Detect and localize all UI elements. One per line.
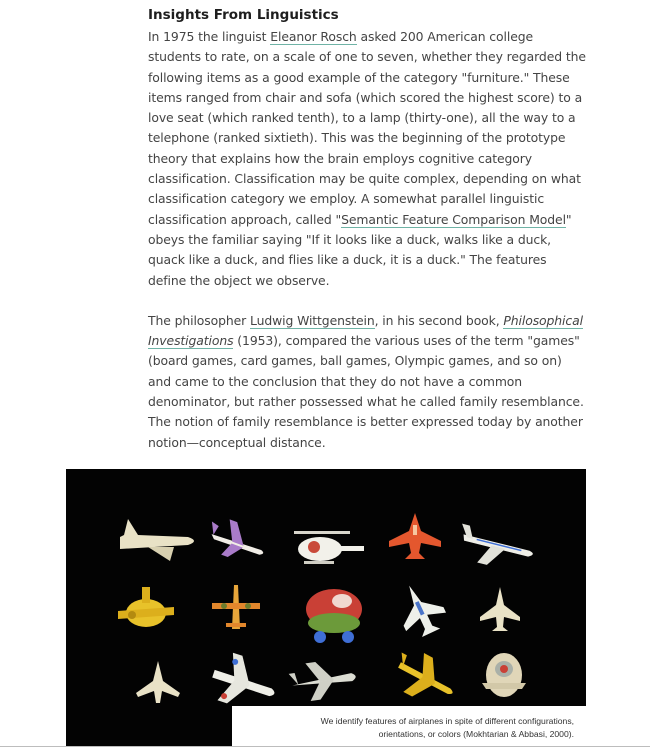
paragraph-text: " obeys the familiar saying "If it looks like a duck, walks like a duck, quack like a duck, and flies like a duck, it is a duck." The features define the object we observe.	[148, 211, 572, 288]
red-cartoon-plane-toy	[306, 589, 362, 643]
figure-caption	[234, 715, 574, 741]
caption-box	[232, 706, 586, 748]
grey-fighter-toy	[288, 657, 359, 704]
round-airship-toy	[482, 653, 526, 697]
helicopter-toy	[294, 531, 364, 564]
paragraph-text: , in his second book,	[374, 312, 504, 328]
paragraph-rosch	[148, 27, 588, 291]
paragraph-text: The philosopher	[148, 312, 250, 328]
article	[148, 6, 588, 453]
orange-fighter-toy	[389, 513, 441, 559]
airliner-toy	[454, 524, 536, 575]
cream-jet-toy	[480, 587, 520, 631]
section-heading: Insights From Linguistics	[148, 7, 339, 23]
purple-jet-toy	[202, 514, 270, 568]
caption-line: orientations, or colors (Mokhtarian & Abbasi, 2000).	[378, 729, 574, 739]
orange-warplane-toy	[212, 585, 260, 629]
white-fighter-jet-toy	[389, 576, 451, 642]
paragraph-text: (1953), compared the various uses of the term "games" (board games, card games, ball games, Olympic games, and so on) and came to the conclusion that they do not have a common denominator, but rather possessed what he called family resemblance. The notion of family resemblance is better expressed today by another notion—conceptual distance.	[148, 333, 584, 450]
yellow-jet-toy	[386, 644, 463, 713]
link-semantic-feature-model[interactable]: Semantic Feature Comparison Model	[341, 211, 566, 227]
yellow-prop-plane-toy	[118, 587, 174, 627]
link-ludwig-wittgenstein[interactable]: Ludwig Wittgenstein	[249, 312, 375, 328]
link-philosophical-investigations[interactable]: Philosophical Investigations	[148, 312, 583, 349]
paragraph-wittgenstein	[148, 311, 588, 453]
cream-delta-jet-toy	[136, 661, 180, 703]
caption-line: We identify features of airplanes in spite of different configurations,	[320, 716, 574, 726]
page-divider	[0, 746, 650, 747]
space-shuttle-toy	[120, 519, 194, 561]
paragraph-text: asked 200 American college students to rate, on a scale of one to seven, whether they regarded the following items as a good example of the category "furniture." These items ranged from chair and sofa (which scored the highest score) to a love seat (which ranked tenth), to a lamp (thirty-one), all the way to a telephone (ranked sixtieth). This was the beginning of the prototype theory that explains how the brain employs cognitive category classification. Classification may be quite complex, depending on what classification category we employ. A somewhat parallel linguistic classification approach, called "	[148, 29, 586, 227]
link-eleanor-rosch[interactable]: Eleanor Rosch	[270, 29, 357, 44]
paragraph-text: In 1975 the linguist	[148, 29, 271, 44]
